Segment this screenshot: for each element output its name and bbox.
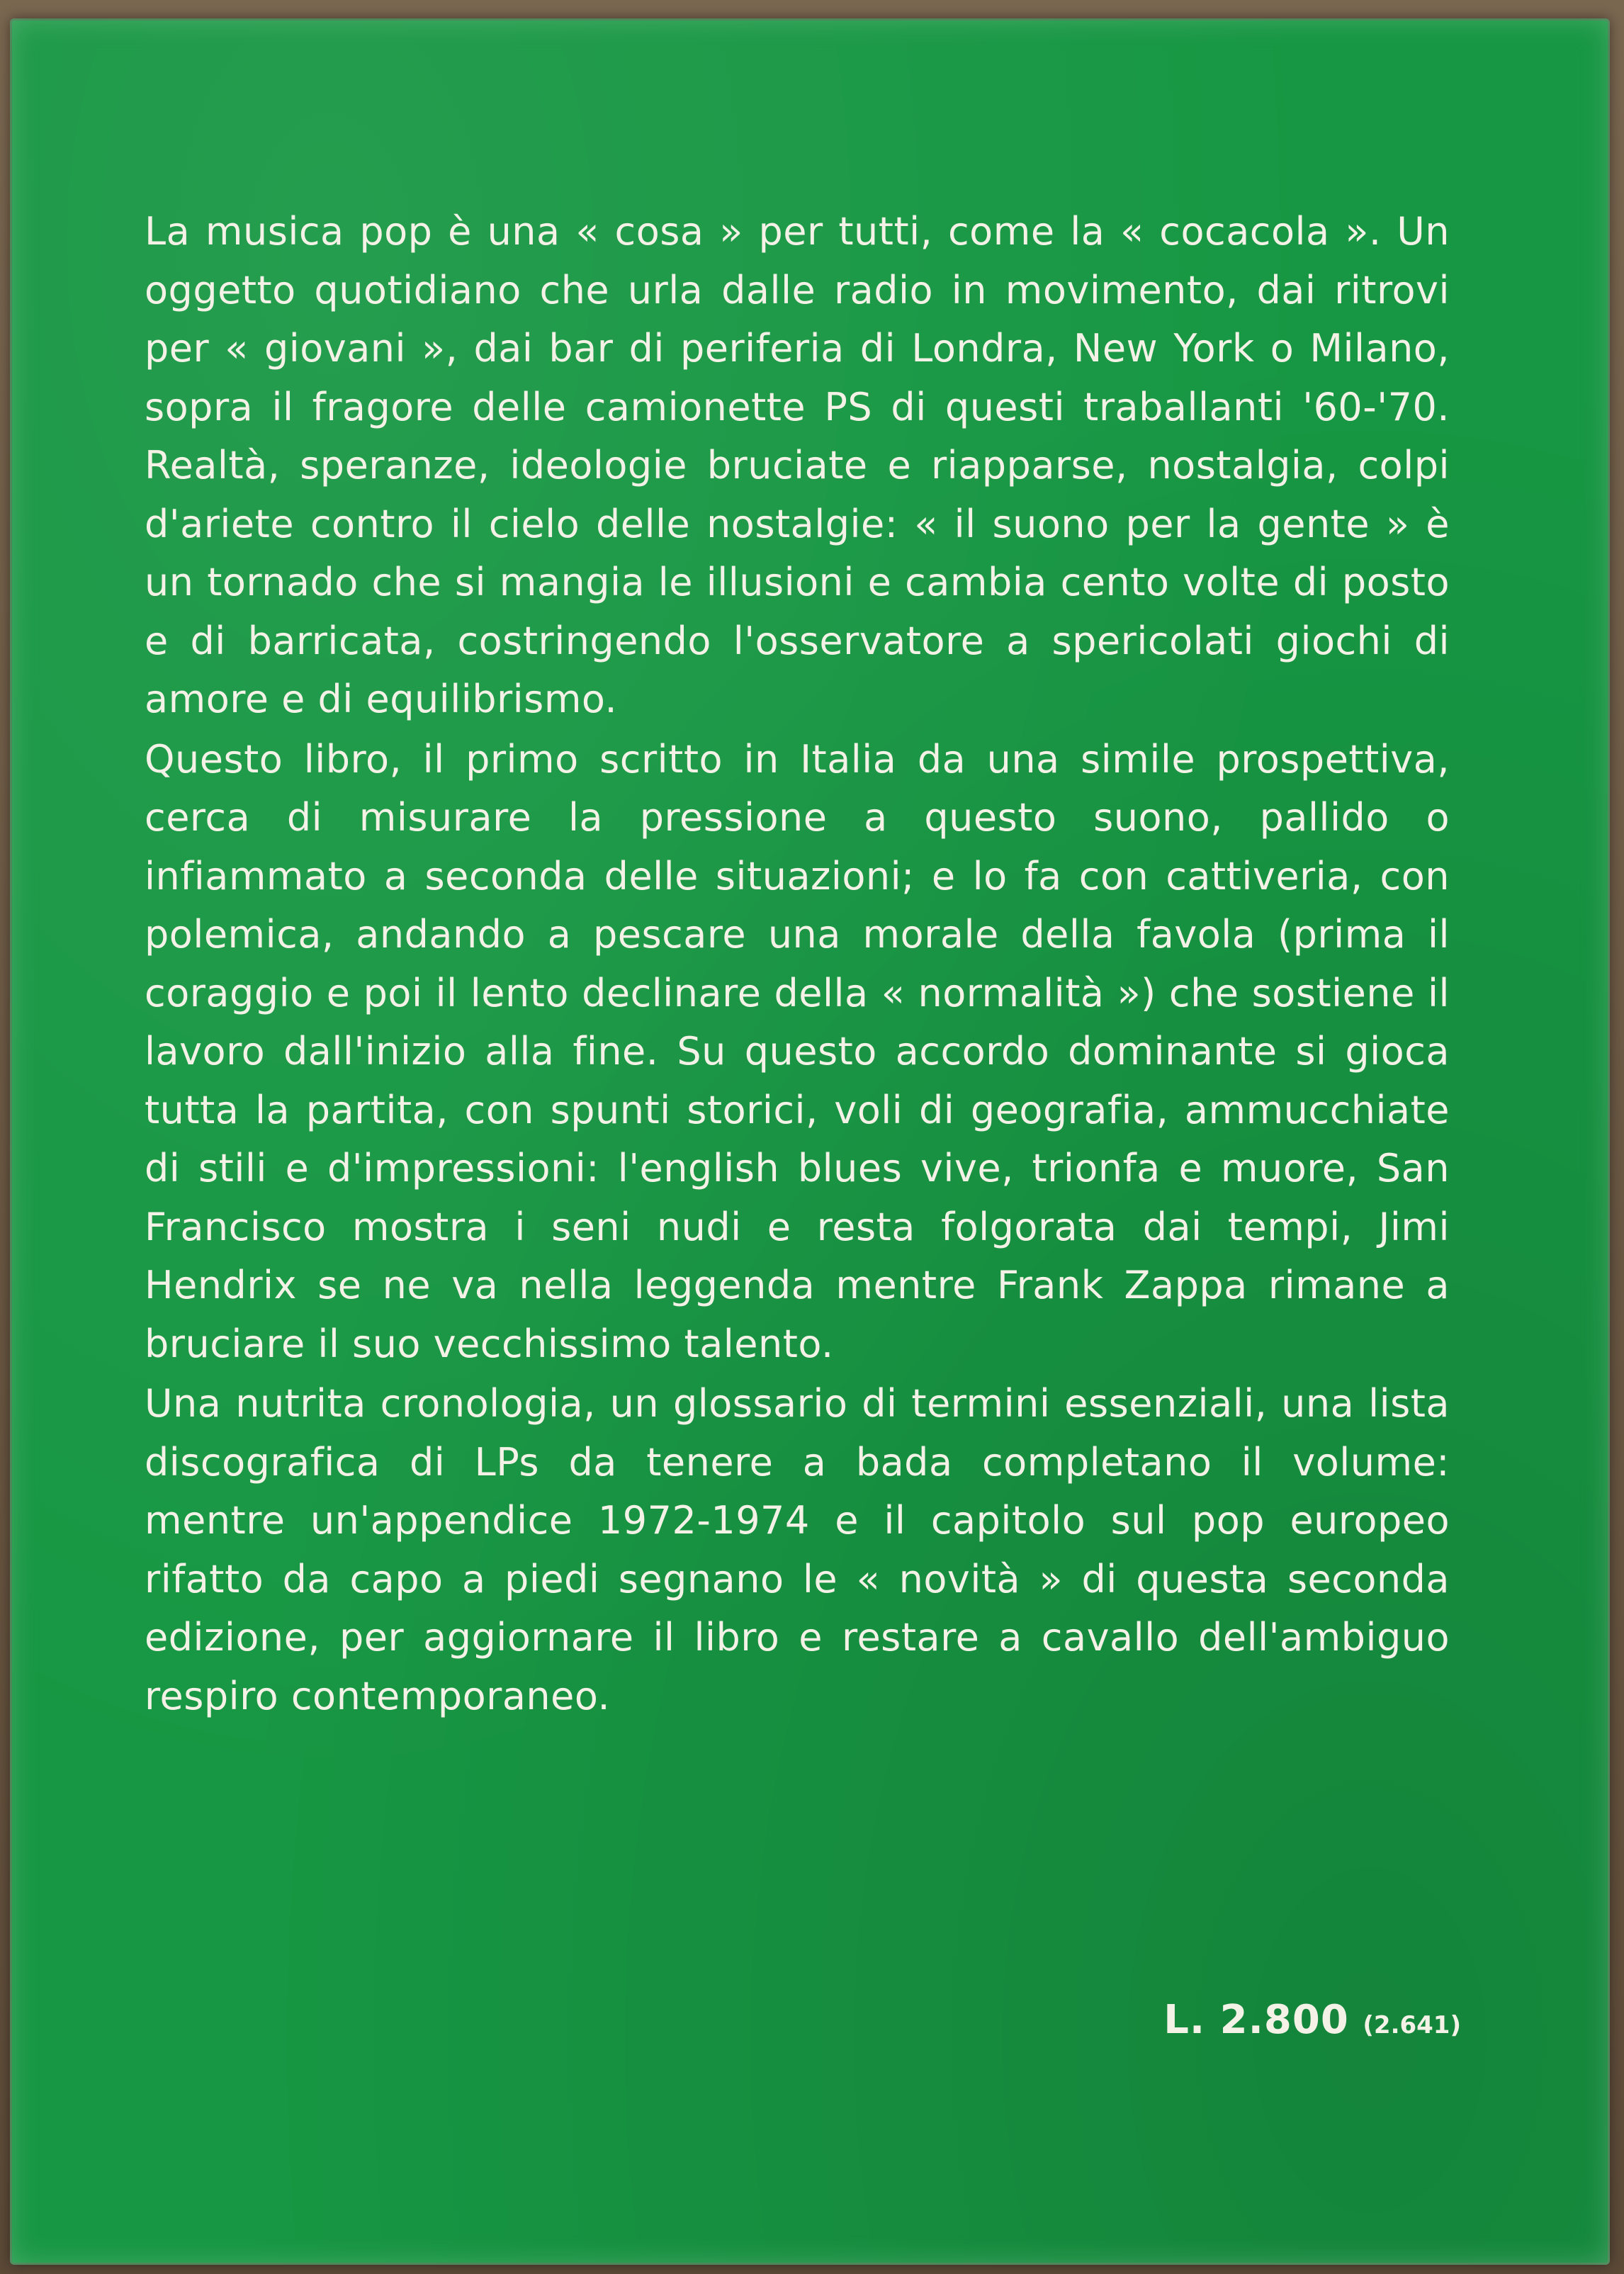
price-main: L. 2.800 (1163, 1997, 1349, 2043)
price-label (1163, 1997, 1461, 2043)
blurb-text (145, 203, 1450, 1727)
price-secondary: (2.641) (1363, 2011, 1461, 2039)
blurb-paragraph-2: Questo libro, il primo scritto in Italia da una simile prospettiva, cerca di misurare la pressione a questo suono, pallido o infiammato a seconda delle situazioni; e lo fa con cattiveria, con polemica, andando a pescare una morale della favola (prima il coraggio e poi il lento declinare della « normalità ») che sostiene il lavoro dall'inizio alla fine. Su questo accordo dominante si gioca tutta la partita, con spunti storici, voli di geografia, ammucchiate di stili e d'impressioni: l'english blues vive, trionfa e muore, San Francisco mostra i seni nudi e resta folgorata dai tempi, Jimi Hendrix se ne va nella leggenda mentre Frank Zappa rimane a bruciare il suo vecchissimo talento. (145, 736, 1450, 1366)
blurb-paragraph-3: Una nutrita cronologia, un glossario di termini essenziali, una lista discografica di LPs da tenere a bada completano il volume: mentre un'appendice 1972-1974 e il capitolo sul pop europeo rifatto da capo a piedi segnano le « novità » di questa seconda edizione, per aggiornare il libro e restare a cavallo dell'ambiguo respiro contemporaneo. (145, 1381, 1450, 1718)
blurb-paragraph-1: La musica pop è una « cosa » per tutti, come la « cocacola ». Un oggetto quotidiano che urla dalle radio in movimento, dai ritrovi per « giovani », dai bar di periferia di Londra, New York o Milano, sopra il fragore delle camionette PS di questi traballanti '60-'70. Realtà, speranze, ideologie bruciate e riapparse, nostalgia, colpi d'ariete contro il cielo delle nostalgie: « il suono per la gente » è un tornado che si mangia le illusioni e cambia cento volte di posto e di barricata, costringendo l'osservatore a spericolati giochi di amore e di equilibrismo. (145, 209, 1450, 721)
